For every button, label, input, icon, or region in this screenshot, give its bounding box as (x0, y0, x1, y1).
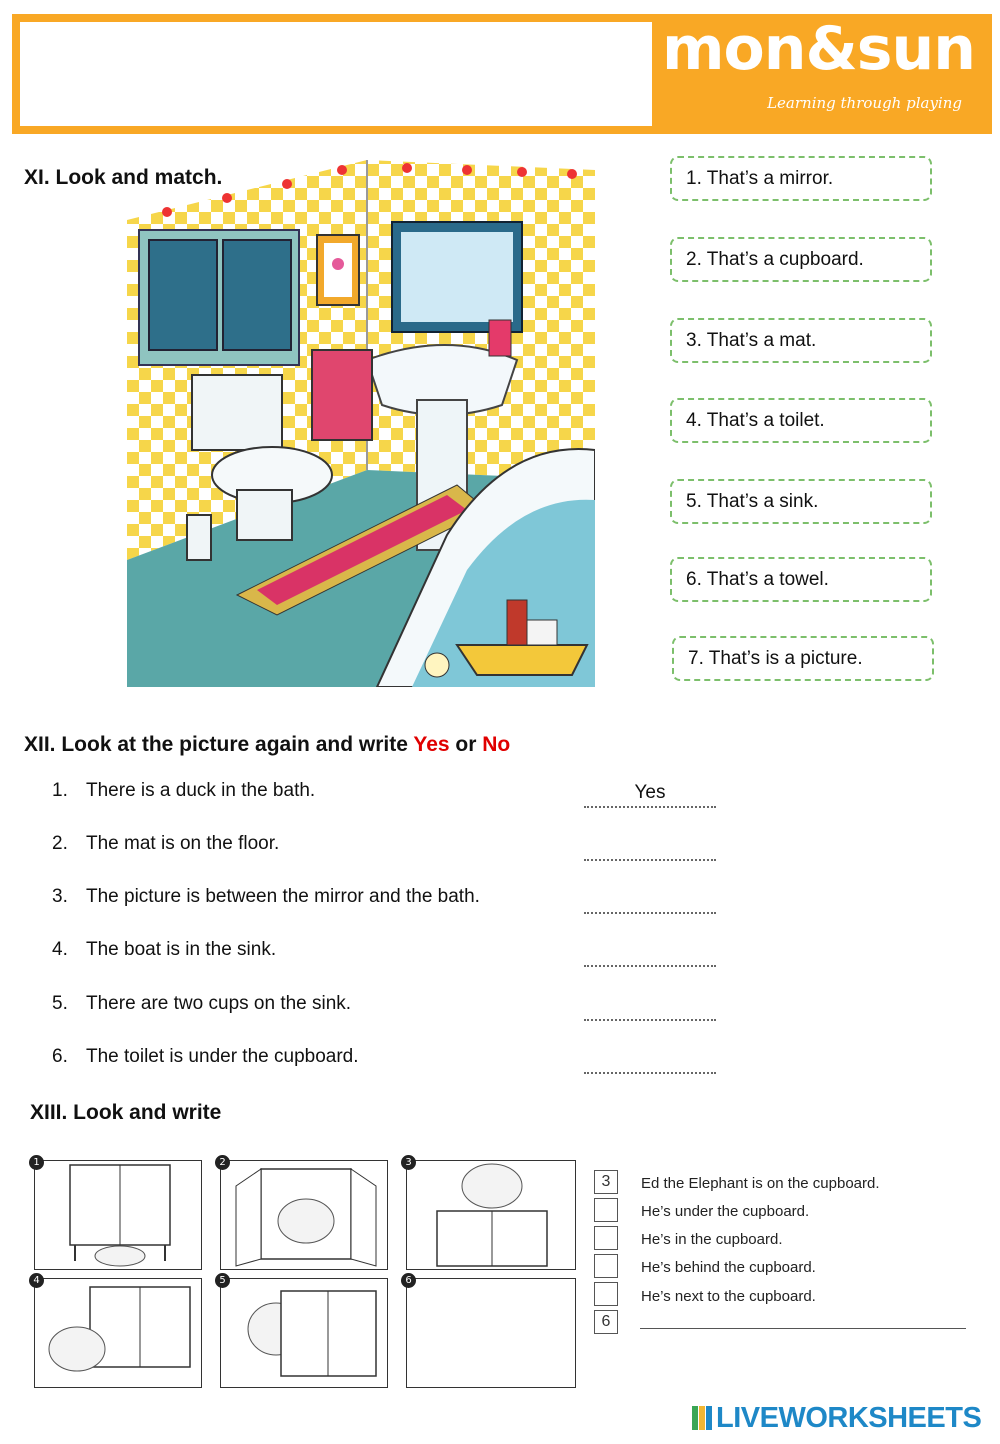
answer-field[interactable] (584, 839, 716, 861)
question-text: The boat is in the sink. (86, 939, 277, 960)
answer-box[interactable] (594, 1282, 618, 1306)
question-row (52, 886, 732, 916)
question-number: 4. (52, 939, 68, 960)
elephant-panel-3 (405, 1157, 576, 1270)
answer-field[interactable]: Yes (584, 786, 716, 808)
sentence: He’s behind the cupboard. (641, 1259, 816, 1276)
question-text: The toilet is under the cupboard. (86, 1046, 359, 1067)
cupboard-drawing (221, 1161, 389, 1271)
yes-word: Yes (413, 733, 450, 756)
question-row (52, 993, 732, 1023)
question-number: 3. (52, 886, 68, 907)
panel-number: 2 (215, 1155, 230, 1170)
elephant-panel-2 (219, 1157, 388, 1270)
elephant-panel-6[interactable] (405, 1275, 576, 1388)
or-word: or (449, 733, 483, 756)
question-number: 6. (52, 1046, 68, 1067)
no-word: No (482, 733, 511, 756)
elephant-panel-4 (33, 1275, 202, 1388)
question-number: 5. (52, 993, 68, 1014)
question-text: There is a duck in the bath. (86, 780, 316, 801)
question-number: 2. (52, 833, 68, 854)
match-option-5[interactable]: 5. That’s a sink. (670, 479, 932, 524)
logo-text: mon&sun (662, 14, 975, 84)
answer-field[interactable] (584, 945, 716, 967)
sentence: He’s under the cupboard. (641, 1203, 810, 1220)
section-13-title: XIII. Look and write (30, 1101, 222, 1124)
question-row (52, 780, 732, 810)
section-11-title: XI. Look and match. (24, 166, 223, 189)
cupboard-drawing (35, 1279, 203, 1389)
cupboard-drawing (35, 1161, 203, 1271)
answer-box[interactable] (594, 1254, 618, 1278)
cupboard-drawing (221, 1279, 389, 1389)
liveworksheets-brand: LIVEWORKSHEETS (716, 1402, 982, 1434)
question-text: The picture is between the mirror and the bath. (86, 886, 480, 907)
question-row (52, 833, 732, 863)
cupboard-drawing (407, 1161, 577, 1271)
write-line[interactable] (640, 1328, 966, 1329)
elephant-panel-5 (219, 1275, 388, 1388)
answer-box[interactable]: 3 (594, 1170, 618, 1194)
liveworksheets-icon (692, 1406, 712, 1430)
panel-number: 5 (215, 1273, 230, 1288)
bathroom-illustration (127, 140, 595, 687)
sentence: He’s in the cupboard. (641, 1231, 783, 1248)
match-option-1[interactable]: 1. That’s a mirror. (670, 156, 932, 201)
match-option-2[interactable]: 2. That’s a cupboard. (670, 237, 932, 282)
panel-number: 4 (29, 1273, 44, 1288)
logo-tagline: Learning through playing (767, 94, 962, 112)
match-option-3[interactable]: 3. That’s a mat. (670, 318, 932, 363)
answer-field[interactable] (584, 1052, 716, 1074)
question-row (52, 939, 732, 969)
question-text: The mat is on the floor. (86, 833, 280, 854)
panel-number: 3 (401, 1155, 416, 1170)
sentence: He’s next to the cupboard. (641, 1288, 816, 1305)
sentence: Ed the Elephant is on the cupboard. (641, 1175, 880, 1192)
match-option-4[interactable]: 4. That’s a toilet. (670, 398, 932, 443)
question-number: 1. (52, 780, 68, 801)
name-field-area[interactable] (20, 22, 652, 126)
section-12-title-prefix: XII. Look at the picture again and write (24, 733, 414, 756)
answer-box: 6 (594, 1310, 618, 1334)
section-12-title (24, 733, 510, 757)
answer-field[interactable] (584, 892, 716, 914)
panel-number: 6 (401, 1273, 416, 1288)
elephant-panel-1 (33, 1157, 202, 1270)
panel-number: 1 (29, 1155, 44, 1170)
match-option-6[interactable]: 6. That’s a towel. (670, 557, 932, 602)
question-text: There are two cups on the sink. (86, 993, 352, 1014)
answer-box[interactable] (594, 1198, 618, 1222)
answer-box[interactable] (594, 1226, 618, 1250)
brand-logo (662, 14, 975, 114)
question-row (52, 1046, 732, 1076)
match-option-7[interactable]: 7. That’s is a picture. (672, 636, 934, 681)
answer-field[interactable] (584, 999, 716, 1021)
